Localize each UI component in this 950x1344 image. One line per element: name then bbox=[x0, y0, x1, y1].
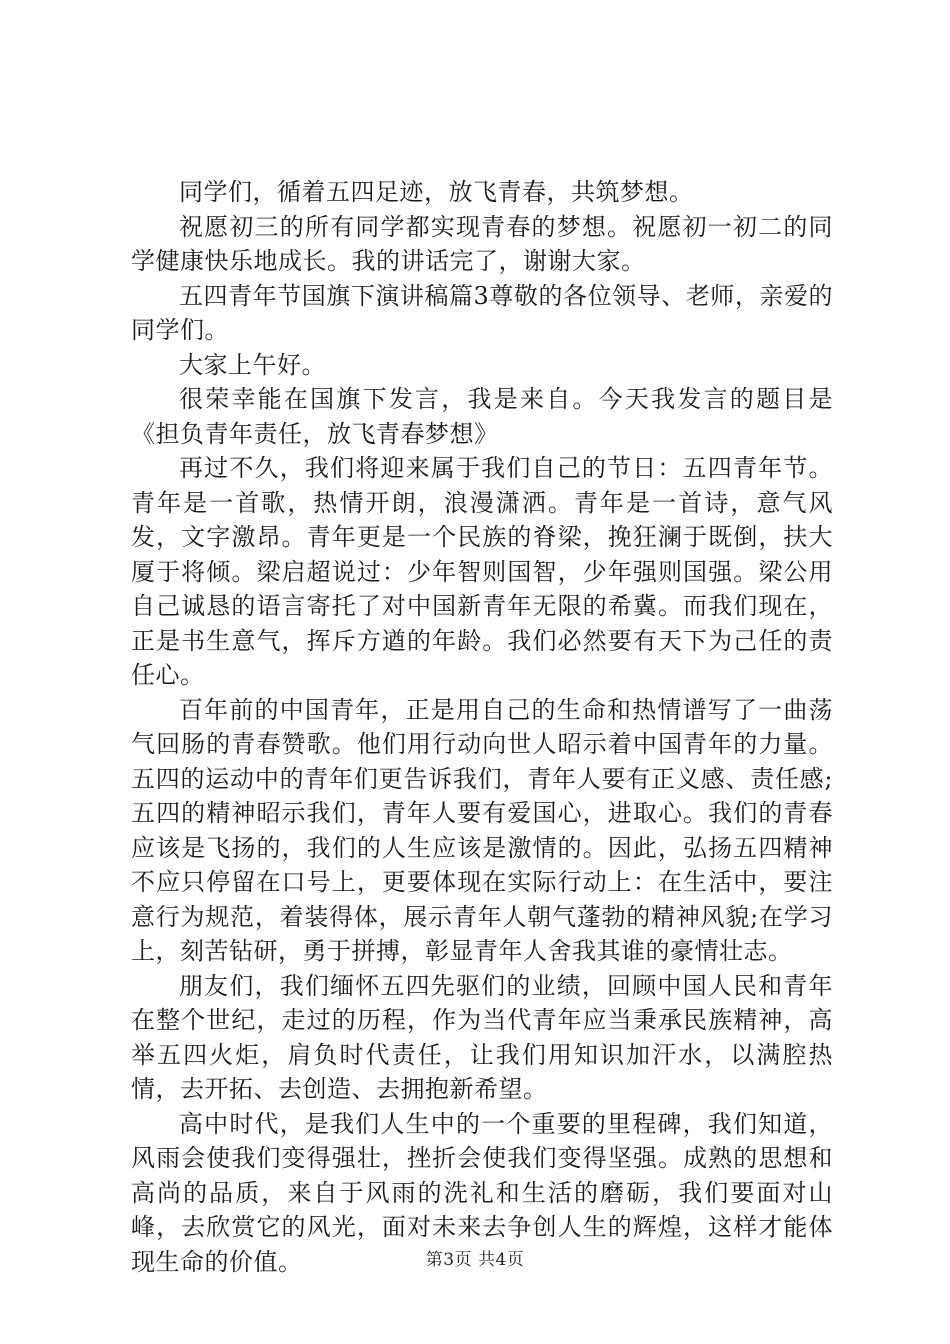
paragraph-2: 祝愿初三的所有同学都实现青春的梦想。祝愿初一初二的同学健康快乐地成长。我的讲话完了，谢谢大家。 bbox=[131, 212, 833, 275]
paragraph-9: 高中时代，是我们人生中的一个重要的里程碑，我们知道，风雨会使我们变得强壮，挫折会使我们变得坚强。成熟的思想和高尚的品质，来自于风雨的洗礼和生活的磨砺，我们要面对山峰，去欣赏它的风光，面对未来去争创人生的辉煌，这样才能体现生命的价值。 bbox=[131, 1109, 833, 1276]
paragraph-6: 再过不久，我们将迎来属于我们自己的节日：五四青年节。青年是一首歌，热情开朗，浪漫潇洒。青年是一首诗，意气风发，文字激昂。青年更是一个民族的脊梁，挽狂澜于既倒，扶大厦于将倾。梁启超说过：少年智则国智，少年强则国强。梁公用自己诚恳的语言寄托了对中国新青年无限的希冀。而我们现在，正是书生意气，挥斥方遒的年龄。我们必然要有天下为己任的责任心。 bbox=[131, 454, 833, 689]
paragraph-8: 朋友们，我们缅怀五四先驱们的业绩，回顾中国人民和青年在整个世纪，走过的历程，作为当代青年应当秉承民族精神，高举五四火炬，肩负时代责任，让我们用知识加汗水，以满腔热情，去开拓、去创造、去拥抱新希望。 bbox=[131, 971, 833, 1103]
paragraph-3: 五四青年节国旗下演讲稿篇3尊敬的各位领导、老师，亲爱的同学们。 bbox=[131, 281, 833, 344]
paragraph-1: 同学们，循着五四足迹，放飞青春，共筑梦想。 bbox=[179, 178, 694, 206]
page-number-footer: 第3页 共4页 bbox=[425, 1250, 525, 1270]
paragraph-7: 百年前的中国青年，正是用自己的生命和热情谱写了一曲荡气回肠的青春赞歌。他们用行动向世人昭示着中国青年的力量。五四的运动中的青年们更告诉我们，青年人要有正义感、责任感;五四的精神昭示我们，青年人要有爱国心，进取心。我们的青春应该是飞扬的，我们的人生应该是激情的。因此，弘扬五四精神不应只停留在口号上，更要体现在实际行动上：在生活中，要注意行为规范，着装得体，展示青年人朝气蓬勃的精神风貌;在学习上，刻苦钻研，勇于拼搏，彰显青年人舍我其谁的豪情壮志。 bbox=[131, 695, 833, 965]
paragraph-4: 大家上午好。 bbox=[179, 350, 326, 379]
paragraph-5: 很荣幸能在国旗下发言，我是来自。今天我发言的题目是《担负青年责任，放飞青春梦想》 bbox=[131, 385, 833, 448]
document-body bbox=[131, 175, 833, 1279]
